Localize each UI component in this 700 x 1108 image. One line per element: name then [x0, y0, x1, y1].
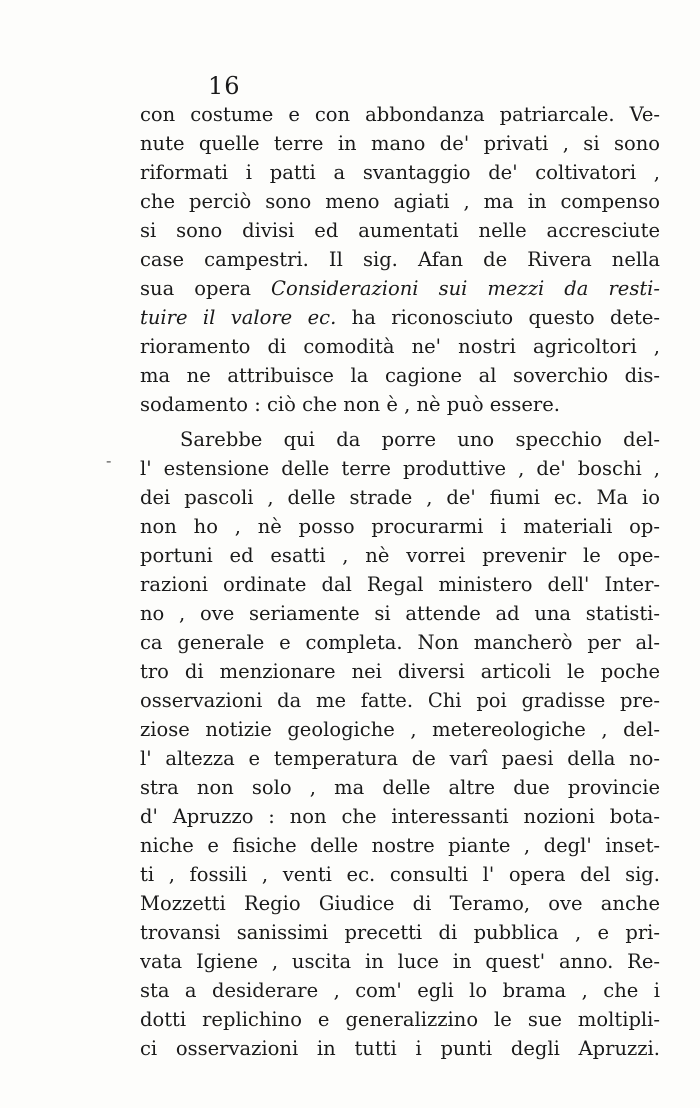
text-line: ti , fossili , venti ec. consulti l' opera del sig. — [140, 863, 660, 886]
text-line: case campestri. Il sig. Afan de Rivera nella — [140, 248, 660, 271]
text-line: osservazioni da me fatte. Chi poi gradisse pre- — [140, 689, 660, 712]
text-line: sodamento : ciò che non è , nè può essere. — [140, 393, 560, 416]
text-line: no , ove seriamente si attende ad una statisti- — [140, 602, 660, 625]
text-line: razioni ordinate dal Regal ministero dell' Inter- — [140, 573, 660, 596]
text-line: d' Apruzzo : non che interessanti nozioni bota- — [140, 805, 660, 828]
text-line: non ho , nè posso procurarmi i materiali op- — [140, 515, 660, 538]
text-line: Mozzetti Regio Giudice di Teramo, ove anche — [140, 892, 660, 915]
italic-title-run: tuire il valore ec. — [140, 306, 337, 329]
text-line: che perciò sono meno agiati , ma in compenso — [140, 190, 660, 213]
text-line: con costume e con abbondanza patriarcale. Ve- — [140, 103, 660, 126]
text-line: niche e fisiche delle nostre piante , degl' inset- — [140, 834, 660, 857]
text-line: ca generale e completa. Non mancherò per al- — [140, 631, 660, 654]
body-text — [140, 100, 660, 1063]
text-line: sta a desiderare , com' egli lo brama , che i — [140, 979, 660, 1002]
text-line: trovansi sanissimi precetti di pubblica , e pri- — [140, 921, 660, 944]
margin-mark: - — [106, 451, 112, 470]
text-line-mixed — [140, 303, 660, 332]
text-line: nute quelle terre in mano de' privati , si sono — [140, 132, 660, 155]
text-line: vata Igiene , uscita in luce in quest' anno. Re- — [140, 950, 660, 973]
text-run: ha riconosciuto questo dete- — [351, 306, 660, 329]
text-line: dotti replichino e generalizzino le sue moltipli- — [140, 1008, 660, 1031]
text-line: ci osservazioni in tutti i punti degli Apruzzi. — [140, 1037, 660, 1060]
text-line: ma ne attribuisce la cagione al soverchio dis- — [140, 364, 660, 387]
text-line: si sono divisi ed aumentati nelle accresciute — [140, 219, 660, 242]
italic-title-run: Considerazioni sui mezzi da resti- — [271, 277, 660, 300]
text-line: tro di menzionare nei diversi articoli le poche — [140, 660, 660, 683]
text-line: stra non solo , ma delle altre due provincie — [140, 776, 660, 799]
text-line: portuni ed esatti , nè vorrei prevenir le ope- — [140, 544, 660, 567]
text-line: l' altezza e temperatura de varî paesi della no- — [140, 747, 660, 770]
text-line: l' estensione delle terre produttive , de' boschi , — [140, 457, 660, 480]
text-line-mixed — [140, 274, 660, 303]
text-run: sua opera — [140, 277, 251, 300]
page-number: 16 — [208, 72, 241, 100]
text-line: Sarebbe qui da porre uno specchio del- — [180, 428, 660, 451]
text-line: riformati i patti a svantaggio de' coltivatori , — [140, 161, 660, 184]
text-line: rioramento di comodità ne' nostri agricoltori , — [140, 335, 660, 358]
text-line: ziose notizie geologiche , metereologiche , del- — [140, 718, 660, 741]
text-line: dei pascoli , delle strade , de' fiumi ec. Ma io — [140, 486, 660, 509]
